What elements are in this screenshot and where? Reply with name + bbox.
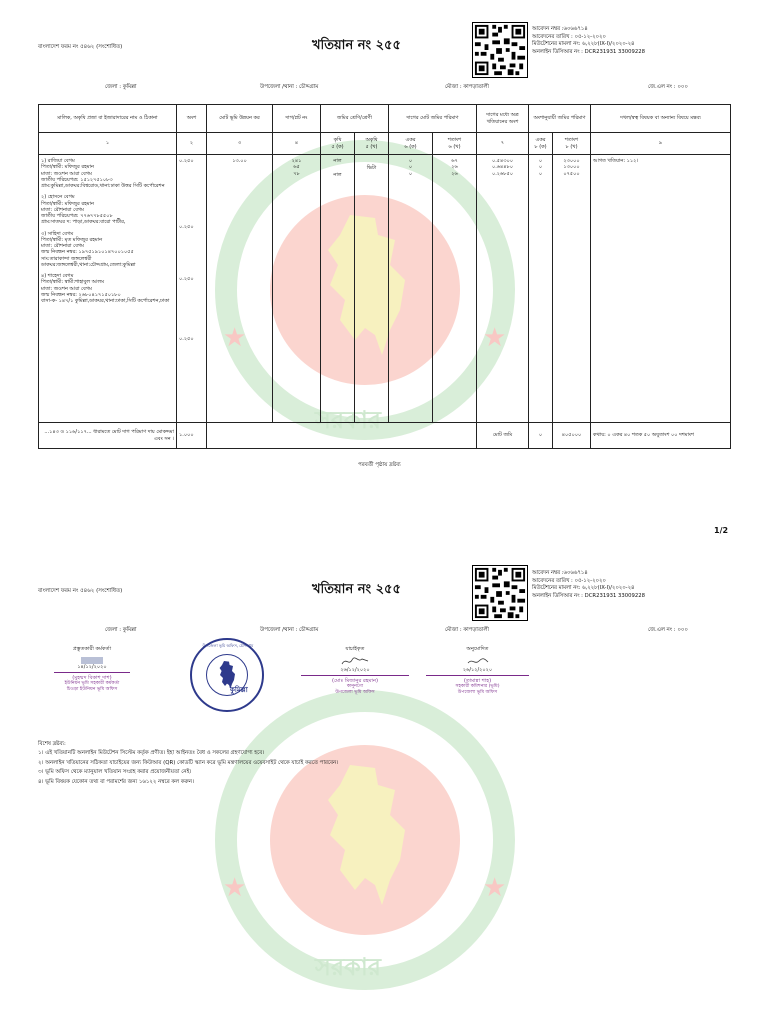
kshare-value: ০.৫৪৩০০ [491, 158, 514, 164]
share-value: ০.২৫০ [179, 158, 194, 164]
upazila: উপজেলা /থানা : চৌদ্দগ্রাম [260, 84, 319, 90]
office-seal [190, 638, 264, 712]
sacre-value: ০ [538, 170, 543, 177]
owner-block [41, 158, 174, 189]
footer-words: কথায়: ০ একর ৪০ শতক ৫০ অযুতাংশ ০০ দশমাংশ [591, 423, 731, 449]
share-shot-code: ৮ (খ) [565, 143, 578, 150]
dag-cell [273, 155, 321, 423]
dag-value: ৬৫ [293, 164, 300, 171]
note-item: ৪। ভূমি বিষয়ক যেকোন তথ্য বা পরামর্শের জন্য ১৬১২২ নম্বরে কল করুন। [38, 778, 194, 785]
agri-value [323, 165, 352, 172]
application-date: আবেদনের তারিখ : ০৫-১২-২০২০ [532, 33, 606, 40]
sig-name: (মুহম্মদ বিকাশ দাশ) [72, 674, 112, 681]
col-code-acre [389, 133, 433, 155]
header-revenue: মোট ভূমি উন্নয়ন কর [207, 105, 273, 133]
sig-role: ইউনিয়ন ভূমি সহকারী কর্মকর্তা [64, 681, 120, 687]
nonagri-cell [355, 155, 389, 423]
mouza: মৌজা : কাপড়াতালী [445, 627, 489, 633]
shotangsho-label: শতাংশ [564, 137, 579, 144]
owner-line: গ্রাম:সাতঘর দ: পাড়া,ডাকঘর:বারো পাটীর, [41, 219, 126, 226]
application-date: আবেদনের তারিখ : ০৫-১২-২০২০ [532, 577, 606, 584]
share-value: ০.২৫০ [179, 276, 194, 282]
khatian-title: খতিয়ান নং ২৫৫ [312, 582, 401, 597]
col-code: ৪ [273, 133, 321, 155]
shot-value: ২৬ [451, 170, 458, 177]
acre-label: একর [405, 137, 416, 144]
khatian-title: খতিয়ান নং ২৫৫ [312, 38, 401, 53]
footer-left: ...১৪৩ ও ১১৬/১১৭... ধারামতে মোট দাগ পরিমাণ দায় মোকদ্দমা এবং সন । [39, 423, 177, 449]
qr-code-icon[interactable] [472, 22, 528, 78]
jl-number: জে.এল নং : ০০০ [648, 627, 688, 633]
col-code-nonagri [355, 133, 389, 155]
mutation-case-number: মিউটেশনের মামলা নং: ৬,২২৮(IX-I)/২০২০-২৪ [532, 585, 635, 592]
share-shot-cell [553, 155, 591, 423]
sig-date: ২৬/১২/২০২০ [340, 666, 370, 673]
sacre-value: ০ [538, 164, 543, 171]
header-land-class: জমির শ্রেণি/শ্রেণী [321, 105, 389, 133]
agri-value: নাল [333, 172, 342, 178]
remarks-cell: আগত খতিয়ান: ১১২। [591, 155, 731, 423]
owner-line: পিতা/স্বামী: মফিজুর রহমান [41, 164, 94, 171]
note-item: ২। অনলাইন খতিয়ানের সঠিকতা যাচাইয়ের জন্য কিউআর (QR) কোডটি স্ক্যান করে ভূমি মন্ত্রণালয়ের ওয়েবসাইট থেকে যাচাই করতে পারবেন। [38, 759, 339, 766]
kshare-value: ০.৬৪৪৮০ [491, 164, 514, 171]
table-header-row [39, 105, 731, 133]
owner-line: ৩) সাহিদা বেগম [41, 230, 74, 237]
dcr-number: অনলাইন ডিসিআর নং : DCR231931 33009228 [532, 593, 645, 600]
approved-by [425, 646, 530, 696]
sig-name: (তামান্না শাহ) [463, 677, 492, 684]
prepared-by [52, 646, 132, 693]
sacre-value: ০ [538, 158, 543, 164]
sshot-value: ১৩০০০ [563, 164, 580, 171]
owner-line: পিতা/স্বামী: মৃত মফিজুর রহমান [41, 236, 103, 243]
owner-line: মাতা: রৌশনারা বেগম [41, 243, 84, 249]
sig-role: উপজেলা ভূমি অফিস [457, 689, 498, 695]
acre-value: ০ [408, 170, 413, 177]
continue-note: পরবর্তী পৃষ্ঠায় দ্রষ্টব্য [358, 462, 401, 468]
sig-line [301, 675, 409, 676]
sig-role: চিওড়া ইউনিয়ন ভূমি অফিস [66, 686, 118, 692]
col-code: ২ [177, 133, 207, 155]
shotangsho-label: শতাংশ [447, 137, 462, 144]
application-number: আবেদন নম্বর :৬০৬৬৭১৪ [532, 26, 588, 32]
acre-code: ৬ (ক) [404, 143, 417, 150]
application-meta [532, 26, 645, 57]
kshare-value: ০.২৬৮৫০ [491, 170, 514, 177]
col-code-agri [321, 133, 355, 155]
nonagri-value [357, 158, 386, 165]
col-code: ১ [39, 133, 177, 155]
acre-cell [389, 155, 433, 423]
owner-line: জন্ম নিবন্ধন নম্বর: ২৬৮০৪১৭১৫০১৮০ [41, 291, 121, 298]
agri-value: নাল [333, 158, 342, 164]
note-item: ১। এই খতিয়ানটি অনলাইন মিউটেশন সিস্টেম কর্তৃক প্রণীত। ইহা আইনতঃ বৈধ ও সকলের গ্রহণযোগ্য হবে। [38, 750, 265, 757]
share-value: ০.২৫০ [179, 336, 194, 342]
seal-bottom-text: কুমিল্লা [230, 686, 248, 694]
nonagri-value: ভিটা [366, 165, 377, 171]
upazila: উপজেলা /থানা : চৌদ্দগ্রাম [260, 627, 319, 633]
shotangsho-code: ৬ (খ) [448, 143, 461, 150]
prepared-label: প্রস্তুতকারী কর্মকর্তা [72, 646, 112, 652]
mouza: মৌজা : কাপড়াতালী [445, 84, 489, 90]
sig-line [426, 675, 529, 676]
owner-line: ডাকঘর:জঙ্গলেশ্বরী,থানা:চৌদ্দগ্রাম,জেলা:কুমিল্লা [41, 261, 136, 268]
footer-total-shot: ৪০৫০০০ [553, 423, 591, 449]
col-code-sacre [529, 133, 553, 155]
sig-role: সহকারী কমিশনার (ভূমি) [455, 684, 500, 690]
header-dag-total: দাগের মোট জমির পরিমাণ [389, 105, 477, 133]
header-khatian-share: দাগের মধ্যে অত্র খতিয়ানের অংশ [477, 105, 529, 133]
owner-line: পিতা/স্বামী: মফিজুর রহমান [41, 200, 94, 207]
form-number: বাংলাদেশ ফরম নং ৫৪৬২ (সংশোধিত) [38, 44, 123, 50]
sig-date: ২৬/১২/২০২০ [462, 666, 493, 673]
owner-line: ১) রাজিয়া বেগম [41, 158, 75, 164]
owner-line: সাং:তারাকান্দা জঙ্গলেশ্বরী [41, 255, 92, 262]
col-code: ৩ [207, 133, 273, 155]
sig-role: কানুনগো [346, 684, 364, 690]
owner-line: মাতা: রৌশনারা বেগম [41, 206, 84, 213]
page-number: 1/2 [714, 526, 729, 535]
revenue-cell: ১৩.০০ [207, 155, 273, 423]
header-share-land: অংশানুযায়ী জমির পরিমাণ [529, 105, 591, 133]
owner-line: মাতা: জওশন আরা বেগম [41, 285, 92, 292]
footer-total-label: মোট জমি [477, 423, 529, 449]
table-body-row [39, 155, 731, 423]
footer-blank [207, 423, 477, 449]
col-code-sshot [553, 133, 591, 155]
share-acre-code: ৮ (ক) [534, 143, 547, 150]
owner-block [41, 273, 174, 304]
acre-label: একর [535, 137, 546, 144]
application-number: আবেদন নম্বর :৬০৬৬৭১৪ [532, 570, 588, 576]
owner-block [41, 194, 174, 225]
signature-image [465, 655, 491, 667]
sig-role: উপজেলা ভূমি অফিস [335, 689, 375, 695]
owner-line: জাতীয় পরিচয়পত্র: ১৫১২৭৫১০৮৩ [41, 176, 113, 183]
owner-line: পিতা/স্বামী: স্বামী:শাহাবুল আলম [41, 279, 104, 286]
shares-cell [177, 155, 207, 423]
header-share: অংশ [177, 105, 207, 133]
dag-value: ৭৮ [293, 170, 300, 177]
sig-line [54, 672, 130, 673]
owner-line: ৪) শাহেদা বেগম [41, 273, 74, 279]
khatian-share-cell [477, 155, 529, 423]
sshot-value: ০৭৫০০ [563, 170, 580, 177]
verified-by [300, 646, 410, 696]
share-acre-cell [529, 155, 553, 423]
district: জেলা : কুমিল্লা [105, 84, 137, 90]
agri-code: ৫ (ক) [331, 143, 344, 150]
owner-line: জন্ম নিবন্ধন নম্বর: ১৯৭৫১৯১০১৪৭০০১০৫৫ [41, 249, 134, 256]
district: জেলা : কুমিল্লা [105, 627, 137, 633]
col-code-shot [433, 133, 477, 155]
sig-date: ১৪/১২/২০২০ [77, 663, 107, 670]
mutation-case-number: মিউটেশনের মামলা নং: ৬,২২৮(IX-I)/২০২০-২৪ [532, 41, 635, 48]
watermark-emblem: ★ ★ সরকার [215, 140, 515, 440]
agri-cell [321, 155, 355, 423]
owner-line: গ্রাম:কুমিল্লা,ডাকঘর:বিশ্বরোড,থানা:ঢাকা উত্তর সিটি কর্পোরেশন [41, 183, 165, 189]
shot-value: ৬৭ [451, 158, 458, 164]
shot-value: ২৬ [451, 164, 458, 171]
shot-cell [433, 155, 477, 423]
owner-line: জাতীয় পরিচয়পত্র: ৭৭৬৭৭৮৫৫০৮ [41, 213, 113, 219]
verified-label: যাচাইকৃত [345, 646, 365, 652]
owner-line: মাতা: জওশন আরা বেগম [41, 170, 92, 177]
application-meta [532, 570, 645, 601]
special-notes [38, 740, 598, 787]
watermark-emblem: ★ ★ সরকার [215, 690, 515, 990]
nonagri-label: অকৃষি [365, 137, 378, 144]
approved-label: অনুমোদিত [466, 646, 489, 652]
acre-value: ০ [408, 164, 413, 171]
col-code: ৯ [591, 133, 731, 155]
footer-share: ১.০০০ [177, 423, 207, 449]
dcr-number: অনলাইন ডিসিআর নং : DCR231931 33009228 [532, 49, 645, 56]
form-number: বাংলাদেশ ফরম নং ৫৪৬২ (সংশোধিত) [38, 588, 123, 594]
notes-title: বিশেষ দ্রষ্টব্য: [38, 741, 66, 747]
signature-image [340, 655, 370, 667]
owners-cell [39, 155, 177, 423]
agri-label: কৃষি [333, 137, 342, 144]
sig-name: (মোঃ মিজানুর রহমান) [331, 677, 379, 684]
footer-total-acre: ০ [529, 423, 553, 449]
nonagri-value [357, 172, 386, 179]
header-dag: দাগ/প্লট নং [273, 105, 321, 133]
table-code-row [39, 133, 731, 155]
khatian-table [38, 104, 731, 449]
jl-number: জে.এল নং : ০০০ [648, 84, 688, 90]
col-code: ৭ [477, 133, 529, 155]
header-remarks: দখল/স্বত্ব বিষয়ক বা অন্যান্য বিষয়ে মন্তব্য [591, 105, 731, 133]
table-footer-row [39, 423, 731, 449]
owner-line: বাসা-ক- ১৪৭/১ কুমিল্লা,ডাকঘর,থানা:ঢাকা,সিটি কর্পোরেশন,ঢাকা [41, 298, 170, 304]
seal-top-text: উপজেলা ভূমি অফিস, চৌদ্দগ্রাম [202, 643, 254, 648]
qr-code-icon[interactable] [472, 565, 528, 621]
share-value: ০.২৫০ [179, 224, 194, 230]
signature-image [81, 657, 103, 664]
note-item: ৩। ভূমি অফিস থেকে ম্যানুয়াল খতিয়ান সংগ্রহ করার প্রয়োজনীয়তা নেই। [38, 769, 192, 776]
dag-value: ২৪১ [291, 158, 302, 164]
header-owner: মালিক, অকৃষি প্রজা বা ইজারাদারের নাম ও ঠিকানা [39, 105, 177, 133]
owner-line: ২) হোসনে বেগম [41, 194, 75, 201]
nonagri-code: ৫ (খ) [365, 143, 378, 150]
sshot-value: ২৩০০০ [563, 158, 580, 164]
owner-block [41, 231, 174, 269]
acre-value: ০ [408, 158, 413, 164]
